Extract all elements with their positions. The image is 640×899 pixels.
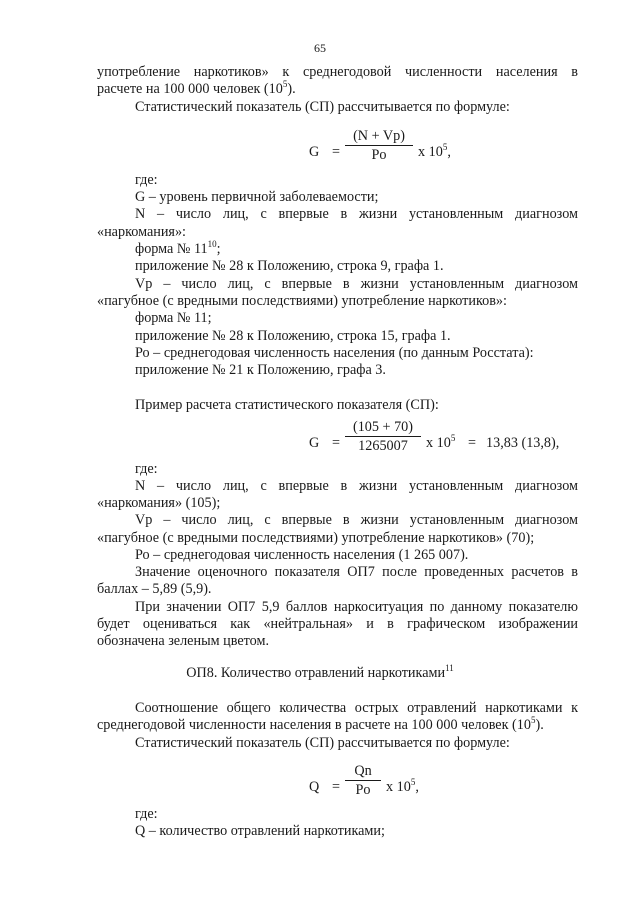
text-line: «пагубное (с вредными последствиями) употребление наркотиков» (70); <box>97 530 535 546</box>
text-line: расчете на 100 000 человек $(10^5)$. <box>97 79 296 97</box>
text-line: форма № $11^{10}$; <box>135 239 221 257</box>
text-line: N – число лиц, с впервые в жизни установленным диагнозом <box>135 206 578 222</box>
formula-fraction <box>345 419 421 454</box>
text-line: обозначена зеленым цветом. <box>97 633 269 649</box>
formula-equals: = <box>468 435 477 451</box>
fraction-denominator: Po <box>355 782 371 798</box>
fraction-bar <box>345 145 413 146</box>
text-line: N – число лиц, с впервые в жизни установленным диагнозом <box>135 478 578 494</box>
formula-multiplier: x $10^5$ <box>426 433 456 451</box>
fraction-numerator: Qn <box>354 763 372 779</box>
fraction-numerator: (N + Vp) <box>353 128 405 144</box>
formula-fraction <box>345 763 381 798</box>
fraction-denominator: Po <box>371 147 387 163</box>
formula-multiplier: x $10^5$, <box>418 142 451 160</box>
text-line: употребление наркотиков» к среднегодовой численности населения в <box>97 64 578 80</box>
text-line: Статистический показатель (СП) рассчитывается по формуле: <box>135 735 510 751</box>
formula-lhs: G <box>309 144 320 160</box>
text-line: Ро – среднегодовая численность населения (по данным Росстата): <box>135 345 534 361</box>
text-line: приложение № 28 к Положению, строка 15, графа 1. <box>135 328 451 344</box>
text-line: где: <box>135 172 158 188</box>
page-number: 65 <box>314 41 326 55</box>
text-line: Соотношение общего количества острых отравлений наркотиками к <box>135 700 578 716</box>
text-line: будет оцениваться как «нейтральная» и в графическом изображении <box>97 616 578 632</box>
text-line: Ро – среднегодовая численность населения (1 265 007). <box>135 547 469 563</box>
text-line: где: <box>135 461 158 477</box>
formula-equals: = <box>332 435 341 451</box>
fraction-numerator: (105 + 70) <box>352 419 413 435</box>
formula-multiplier: x $10^5$, <box>386 777 419 795</box>
text-line: «наркомания» (105); <box>97 495 221 511</box>
formula-result: 13,83 (13,8), <box>486 435 560 451</box>
formula-equals: = <box>332 144 341 160</box>
text-line: Пример расчета статистического показателя (СП): <box>135 397 439 413</box>
fraction-bar <box>345 780 381 781</box>
formula-fraction <box>345 128 413 163</box>
text-line: Vp – число лиц, с впервые в жизни установленным диагнозом <box>135 512 578 528</box>
text-line: Значение оценочного показателя ОП7 после проведенных расчетов в <box>135 564 578 580</box>
fraction-bar <box>345 436 421 437</box>
section-heading: ОП8. Количество отравлений наркотиками$^{11}$ <box>186 663 454 681</box>
formula-lhs: G <box>309 435 320 451</box>
text-line: «наркомания»: <box>97 224 186 240</box>
text-line: приложение № 21 к Положению, графа 3. <box>135 362 386 378</box>
text-line: приложение № 28 к Положению, строка 9, графа 1. <box>135 258 444 274</box>
text-line: «пагубное (с вредными последствиями) употребление наркотиков»: <box>97 293 507 309</box>
text-line: форма № 11; <box>135 310 212 326</box>
text-line: среднегодовой численности населения в расчете на 100 000 человек $(10^5)$. <box>97 715 544 733</box>
text-line: где: <box>135 806 158 822</box>
fraction-denominator: 1265007 <box>358 438 408 454</box>
text-line: G – уровень первичной заболеваемости; <box>135 189 379 205</box>
text-line: Q – количество отравлений наркотиками; <box>135 823 385 839</box>
text-line: Статистический показатель (СП) рассчитывается по формуле: <box>135 99 510 115</box>
text-line: баллах – 5,89 (5,9). <box>97 581 212 597</box>
formula-equals: = <box>332 779 341 795</box>
text-line: При значении ОП7 5,9 баллов наркоситуация по данному показателю <box>135 599 578 615</box>
formula-lhs: Q <box>309 779 320 795</box>
text-line: Vp – число лиц, с впервые в жизни установленным диагнозом <box>135 276 578 292</box>
